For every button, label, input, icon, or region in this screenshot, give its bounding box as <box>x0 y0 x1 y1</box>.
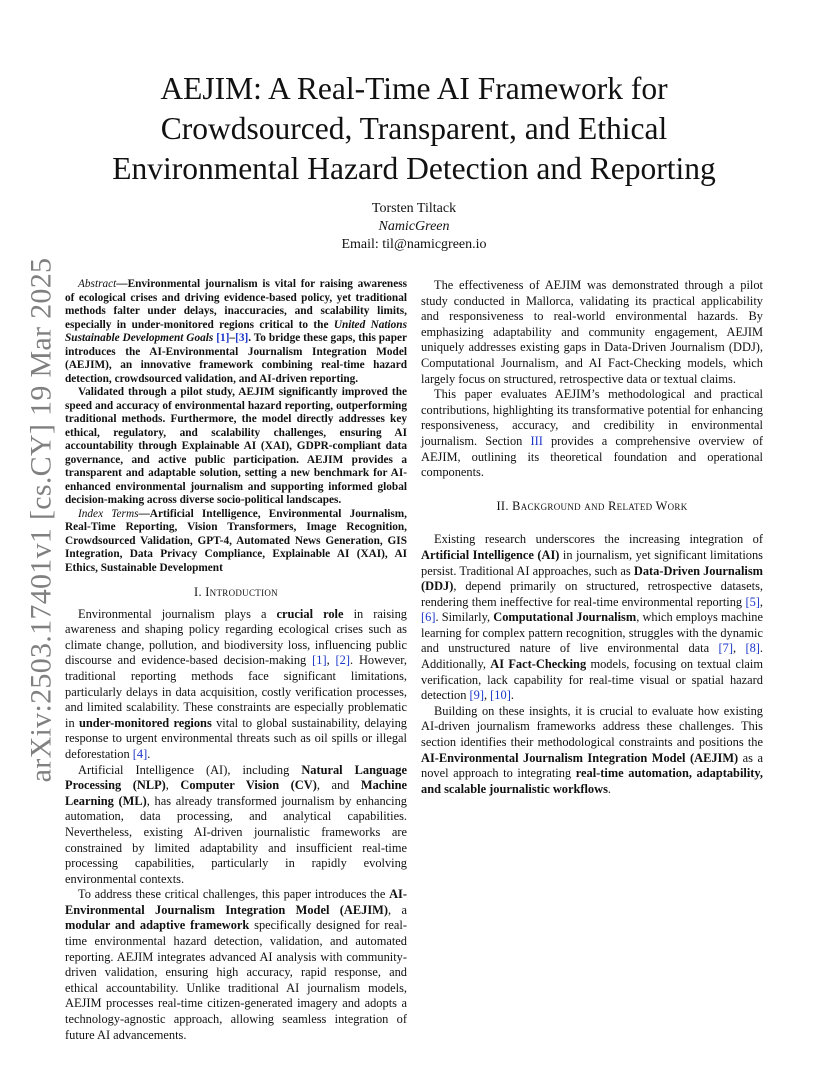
paper-title <box>60 69 768 189</box>
citation-link[interactable]: [6] <box>421 610 436 625</box>
body-text: , has already transformed journalism by enhancing automation, data processing, and analytical capabilities. Nevertheless, existing AI-driven journalistic frameworks are constrained by limited adaptability and insufficient real-time processing capabilities, particularly in rapidly evolving environmental contexts. <box>65 793 407 886</box>
body-paragraph <box>421 278 763 387</box>
body-text: in raising awareness and shaping policy regarding ecological crises such as climate change, pollution, and biodiversity loss, influencing public discourse and evidence-based decision-making <box>65 606 407 668</box>
body-text: . <box>147 746 151 761</box>
index-terms-label: Index Terms <box>78 507 139 520</box>
body-paragraph <box>421 387 763 481</box>
abstract-text: . To bridge these gaps, this paper introduces the AI-Environmental Journalism Integration Model (AEJIM), an innovative framework combining real-time hazard detection, crowdsourced validation, and AI-driven reporting. <box>65 332 408 385</box>
section-heading <box>421 499 763 515</box>
body-paragraph <box>421 704 763 798</box>
citation-link[interactable]: [2] <box>335 653 350 668</box>
body-bold: modular and adaptive framework <box>65 918 250 933</box>
body-text: Existing research underscores the increasing integration of <box>434 532 763 547</box>
citation-link[interactable]: [8] <box>745 641 760 656</box>
abstract-text: – <box>229 332 236 344</box>
body-text: in journalism, yet significant limitations persist. Traditional AI approaches, such as <box>421 547 763 578</box>
title-line: AEJIM: A Real-Time AI Framework for <box>160 71 668 106</box>
body-text: models, focusing on textual claim verification, lack capability for real-time visual or spatial hazard detection <box>421 657 763 703</box>
body-text: , a <box>387 902 407 917</box>
body-text: The effectiveness of AEJIM was demonstrated through a pilot study conducted in Mallorca, validating its practical applicability and responsiveness to real-world environmental hazards. By emphasizing adaptability and community engagement, AEJIM uniquely addresses existing gaps in Data-Driven Journalism (DDJ), Computational Journalism, and AI Fact-Checking models, which largely focus on structured, retrospective data or textual claims. <box>421 278 763 386</box>
section-link[interactable]: III <box>530 433 543 448</box>
body-text: as a novel approach to integrating <box>421 750 763 781</box>
body-bold: Natural Language Processing (NLP) <box>65 762 407 793</box>
body-bold: AI-Environmental Journalism Integration Model (AEJIM) <box>421 750 739 765</box>
section-heading <box>65 585 407 601</box>
body-bold: Artificial Intelligence (AI) <box>421 547 560 562</box>
body-text: . Additionally, <box>421 641 764 672</box>
body-text: , and <box>316 778 361 793</box>
body-bold: real-time automation, adaptability, and scalable journalistic workflows <box>421 766 764 796</box>
body-text: vital to global sustainability, delaying response to urgent environmental threats such as oil spills or illegal deforestation <box>65 715 407 761</box>
citation-link[interactable]: [9] <box>469 688 484 703</box>
body-paragraph <box>421 532 763 704</box>
body-bold: under-monitored regions <box>78 715 212 730</box>
body-paragraph <box>65 763 407 888</box>
body-text: . <box>607 781 612 796</box>
citation-link[interactable]: [7] <box>718 641 733 656</box>
body-text: Building on these insights, it is crucial to evaluate how existing AI-driven journalism frameworks address these challenges. This section identifies their methodological constraints and positions the <box>421 703 763 750</box>
body-text: , <box>165 778 181 793</box>
body-text: , <box>759 594 763 609</box>
section-number: II. <box>496 498 509 513</box>
citation-link[interactable]: [5] <box>745 594 760 609</box>
body-text: . However, traditional reporting methods face significant limitations, particularly delays in data acquisition, costly verification processes, and limited scalability. These constraints are especially problematic in <box>65 653 407 730</box>
body-bold: Machine Learning (ML) <box>65 778 407 808</box>
title-line: Environmental Hazard Detection and Reporting <box>112 151 716 186</box>
section-title: Background and Related Work <box>512 498 688 513</box>
body-bold: AI Fact-Checking <box>490 657 587 672</box>
body-bold: AI-Environmental Journalism Integration Model (AEJIM) <box>65 887 407 917</box>
body-text: To address these critical challenges, this paper introduces the <box>78 887 390 902</box>
citation-link[interactable]: [1] <box>216 332 230 344</box>
citation-link[interactable]: [10] <box>490 688 511 703</box>
body-text: This paper evaluates AEJIM’s methodological and practical contributions, highlighting its transformative potential for enhancing responsiveness, accuracy, and credibility in environmental journalism. Section <box>421 387 763 448</box>
abstract <box>65 278 407 575</box>
body-text: Environmental journalism plays a <box>78 606 277 621</box>
body-text: . <box>510 688 514 703</box>
arxiv-stamp <box>24 257 58 783</box>
abstract-label: Abstract <box>78 278 117 290</box>
body-bold: Computer Vision (CV) <box>180 778 317 793</box>
body-text: . Similarly, <box>435 610 494 625</box>
right-column <box>421 278 763 797</box>
index-terms-text: —Artificial Intelligence, Environmental Journalism, Real-Time Reporting, Vision Transformers, Image Recognition, Crowdsourced Validation, GPT-4, Automated News Generation, GIS Integration, Data Privacy Compliance, Explainable AI (XAI), AI Ethics, Sustainable Development <box>65 507 408 574</box>
arxiv-id-text: arXiv:2503.17401v1 [cs.CY] 19 Mar 2025 <box>24 257 58 783</box>
body-text: , <box>483 688 491 703</box>
body-text: , depend primarily on structured, retrospective datasets, rendering them ineffective for real-time environmental reporting <box>421 579 763 609</box>
body-bold: crucial role <box>276 606 344 621</box>
citation-link[interactable]: [4] <box>132 746 148 761</box>
author-affiliation: NamicGreen <box>378 219 450 234</box>
author-block <box>60 200 768 254</box>
body-text: , <box>326 653 336 668</box>
title-line: Crowdsourced, Transparent, and Ethical <box>160 111 668 146</box>
body-text: Artificial Intelligence (AI), including <box>78 762 302 777</box>
author-name: Torsten Tiltack <box>371 201 457 216</box>
body-text: specifically designed for real-time environmental hazard detection, validation, and automated reporting. AEJIM integrates advanced AI analysis with community-driven validation, ensuring high accuracy, rapid response, and ethical accountability. Unlike traditional AI journalism models, AEJIM processes real-time citizen-generated imagery and adopts a technology-agnostic approach, allowing seamless integration of future AI advancements. <box>65 918 407 1042</box>
body-bold: Data-Driven Journalism (DDJ) <box>421 563 763 594</box>
body-paragraph <box>65 607 407 763</box>
body-text: , which employs machine learning for complex pattern recognition, struggles with the dynamic and unstructured nature of live environmental data <box>421 610 763 656</box>
body-text: , <box>732 641 746 656</box>
body-bold: Computational Journalism <box>493 610 637 625</box>
abstract-paragraph <box>65 278 407 386</box>
index-terms <box>65 508 407 576</box>
body-paragraph <box>65 887 407 1043</box>
abstract-paragraph: Validated through a pilot study, AEJIM significantly improved the speed and accuracy of environmental hazard reporting, outperforming traditional methods. Furthermore, the model directly addresses key ethical, regulatory, and scalability challenges, ensuring AI accountability through Explainable AI (XAI), GDPR-compliant data governance, and active public participation. AEJIM provides a transparent and adaptable solution, setting a new benchmark for AI-enhanced environmental journalism and supporting informed global decision-making across diverse socio-political landscapes. <box>65 386 407 506</box>
section-number: I. <box>194 585 202 599</box>
citation-link[interactable]: [3] <box>235 332 249 344</box>
left-column <box>65 278 407 1043</box>
citation-link[interactable]: [1] <box>312 653 327 668</box>
section-title: Introduction <box>205 585 278 599</box>
abstract-text: —Environmental journalism is vital for raising awareness of ecological crises and driving evidence-based policy, yet traditional methods falter under delays, inaccuracies, and scalability limits, especially in under-monitored regions critical to the <box>65 278 407 331</box>
author-email: Email: til@namicgreen.io <box>341 237 487 252</box>
body-text: provides a comprehensive overview of AEJIM, outlining its theoretical foundation and operational components. <box>421 433 763 480</box>
sdg-reference: United Nations Sustainable Development Goals <box>65 318 407 344</box>
